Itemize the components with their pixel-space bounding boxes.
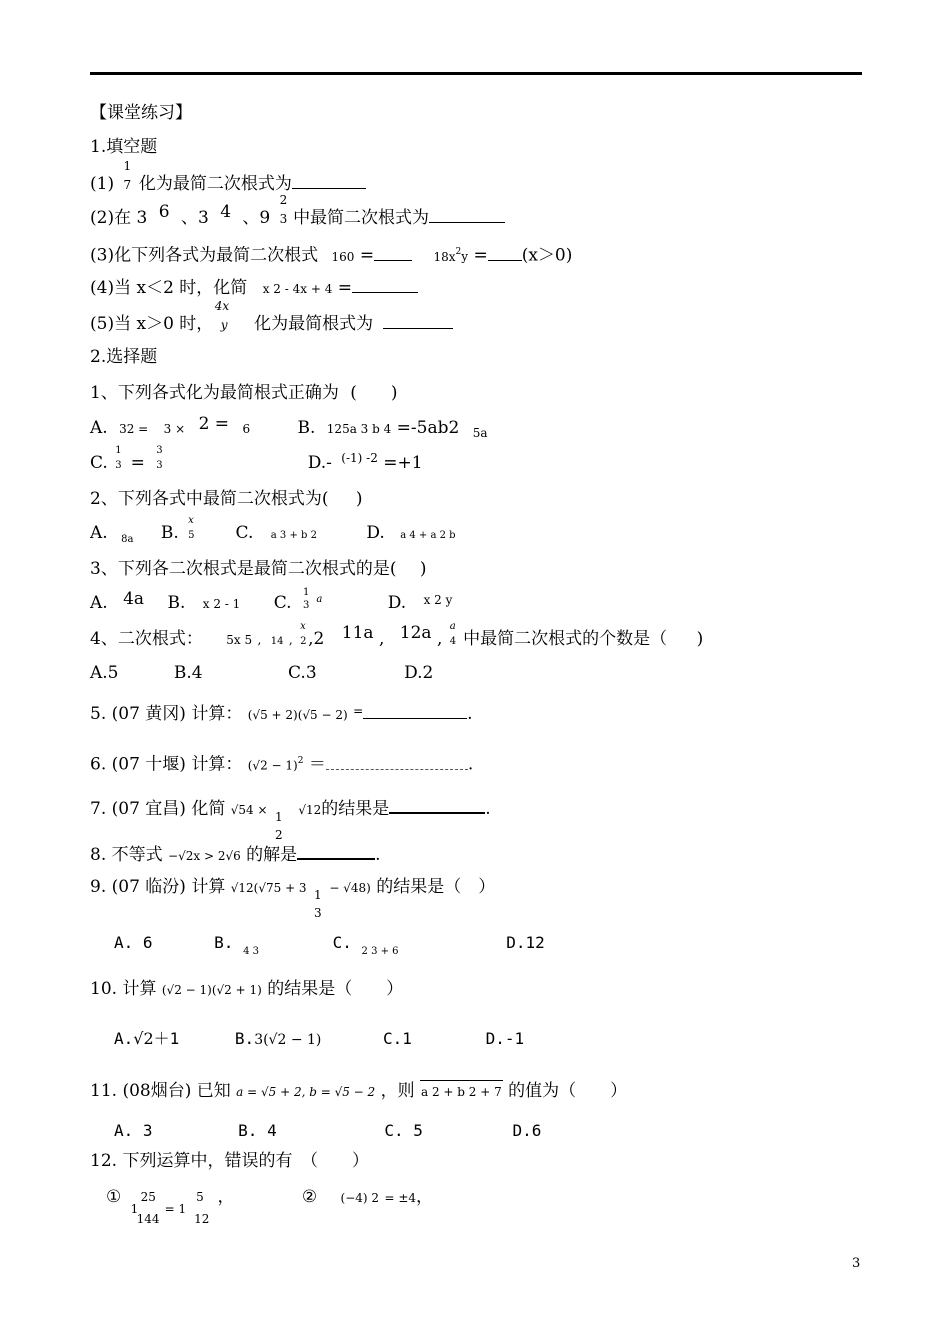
- item1-expr: 1 25 144 = 1: [130, 1190, 187, 1226]
- choice-q3-stem: 3、下列各二次根式是最简二次根式的是( ): [90, 559, 427, 579]
- fill-q5: (5)当 x＞0 时， 4x y 化为最简根式为: [90, 312, 453, 336]
- page-number: 3: [852, 1256, 861, 1271]
- answer-blank[interactable]: [389, 796, 485, 814]
- fraction: 1 3: [302, 587, 310, 611]
- section-heading: 【课堂练习】: [90, 103, 192, 123]
- choice-q2-opts: A. $_{8a}$ B. x 5 C. a 3 + b 2 D. a 4 + a 2 b: [90, 515, 456, 545]
- choice-title: 2.选择题: [90, 347, 158, 367]
- answer-blank[interactable]: [363, 702, 467, 719]
- header-rule: [90, 72, 862, 75]
- choice-q4-opts: A.5 B.4 C.3 D.2: [90, 663, 434, 683]
- fraction: 5 12: [194, 1190, 210, 1226]
- answer-blank[interactable]: [292, 172, 366, 189]
- fraction: 3 3: [156, 445, 163, 471]
- fill-q1: (1) 1 7 化为最简二次根式为: [90, 172, 366, 196]
- fraction: 4x y: [214, 299, 230, 332]
- fill-q4: (4)当 x＜2 时，化简 x 2 - 4x + 4 =: [90, 276, 418, 300]
- answer-blank[interactable]: [488, 244, 522, 261]
- answer-blank[interactable]: [297, 842, 375, 860]
- answer-blank[interactable]: [352, 276, 418, 293]
- q6: 6. (07 十堰) 计算： $(√2 - 1)^2$ ＝ .: [90, 754, 474, 775]
- fill-title: 1.填空题: [90, 137, 158, 157]
- fraction: x 5: [188, 515, 195, 541]
- fill-q3: (3)化下列各式为最简二次根式 $160 = 18x^2y = (x>0)$: [90, 245, 573, 266]
- choice-q2-stem: 2、下列各式中最简二次根式为( ): [90, 489, 363, 509]
- q12-items: ① 1 25 144 = 1 5 12 ， ② (−4) 2 = ±4，: [106, 1187, 434, 1226]
- fraction: 1 3: [115, 445, 122, 471]
- choice-q1-cd: C. 1 3 = 3 3 D.- $^{(-1) -2}$ =+1: [90, 452, 423, 477]
- q12: 12. 下列运算中，错误的有 （ ）: [90, 1151, 369, 1171]
- q10: 10. 计算 (√2 − 1)(√2 + 1) 的结果是（ ）: [90, 979, 404, 999]
- fraction: a 4: [449, 621, 457, 647]
- q10-options: A.√2＋1 B.3(√2 − 1) C.1 D.-1: [114, 1029, 525, 1048]
- q7: 7. (07 宜昌) 化简 √54 × 1 2 √12的结果是 .: [90, 796, 491, 821]
- answer-blank[interactable]: [429, 206, 505, 223]
- q9: 9. (07 临汾) 计算 √12(√75 + 3 1 3 − √48) 的结果是（ ）: [90, 877, 496, 920]
- choice-q1-stem: 1、下列各式化为最简根式正确为 ( ): [90, 383, 398, 403]
- choice-q4-stem: 4、二次根式： 5x 5 , 14 , x 2,2 11a , 12a , a 4 中最简二次根式的个数是（ ): [90, 628, 703, 653]
- answer-blank[interactable]: [383, 312, 453, 329]
- fraction: 2 3: [279, 193, 288, 226]
- q11-options: A. 3 B. 4 C. 5 D.6: [114, 1121, 542, 1140]
- q8: 8. 不等式 −√2x > 2√6 的解是 .: [90, 842, 381, 867]
- fraction: 1 7: [123, 159, 132, 192]
- q9-options: A. 6 B. $_{4 3}$ C. $_{2 3 + 6}$ D.12: [114, 933, 545, 957]
- fill-q2: (2)在 3 6 、3 4 、9 2 3 中最简二次根式为: [90, 206, 505, 230]
- answer-blank[interactable]: [326, 753, 468, 770]
- q5: 5. (07 黄冈) 计算： (√5 + 2)(√5 − 2) = .: [90, 704, 473, 724]
- fraction: x 2: [300, 621, 307, 647]
- choice-q1-ab: A. 32 = 3 × 2 = 6 B. 125a 3 b 4 =-5ab2 $_{5a}$: [90, 414, 488, 440]
- choice-q3-opts: A. 4a B. x 2 - 1 C. 1 3 $^a$ D. $^{x 2 y}$: [90, 592, 452, 617]
- q11: 11. (08烟台) 已知 a = √5 + 2, b = √5 − 2 ，则 a 2 + b 2 + 7 的值为（ ）: [90, 1081, 628, 1101]
- answer-blank[interactable]: [374, 244, 412, 261]
